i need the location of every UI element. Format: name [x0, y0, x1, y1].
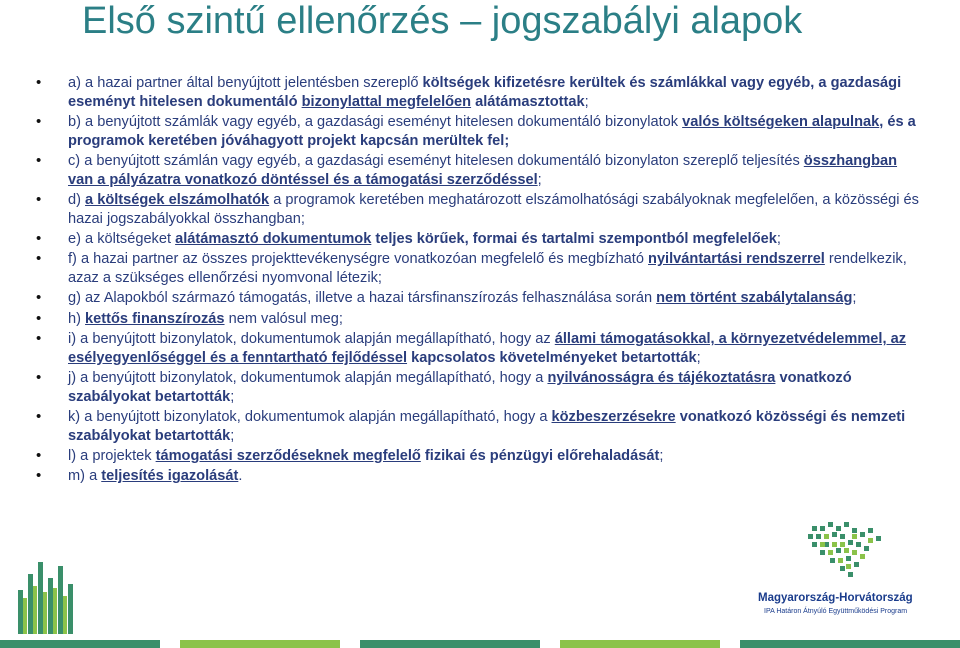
list-item-text: a költségek elszámolhatók	[85, 191, 270, 208]
logo-emblem-icon	[790, 518, 910, 590]
footer-color-bars	[0, 640, 960, 648]
list-item	[36, 310, 922, 329]
list-item-text: ;	[776, 230, 781, 247]
list-item-text: nem valósul meg;	[224, 310, 343, 327]
list-item-text: kettős finanszírozás	[85, 310, 225, 327]
list-item-text: fizikai és pénzügyi előrehaladását	[424, 448, 660, 465]
list-item-text: a programok keretében meghatározott elszámolhatósági szabályoknak megfelelően, a közösségi és hazai jogszabályokkal összhangban;	[68, 191, 919, 227]
list-item-text: közbeszerzésekre	[551, 409, 676, 426]
list-item-text: teljesítés igazolását	[101, 468, 239, 485]
list-item-text: ;	[584, 93, 589, 110]
list-item	[36, 408, 922, 445]
list-item-text: kapcsolatos követelményeket betartották	[411, 349, 697, 366]
list-item-text: teljes körűek, formai és tartalmi szempontból megfelelőek	[375, 230, 777, 247]
list-item-text: vonatkozó közösségi és nemzeti szabályokat betartották	[68, 409, 906, 444]
logo-subtitle: IPA Határon Átnyúló Együttműködési Program	[764, 608, 908, 615]
list-item	[36, 250, 922, 287]
list-item	[36, 447, 922, 466]
list-item-text: alátámasztó dokumentumok	[175, 230, 372, 247]
list-item	[36, 113, 922, 150]
list-item-text: d)	[68, 191, 86, 208]
page-title: Első szintű ellenőrzés – jogszabályi alapok	[82, 0, 803, 42]
list-item-text: vonatkozó szabályokat betartották	[68, 370, 852, 405]
list-item-text: nyilvánosságra és tájékoztatásra	[547, 370, 776, 387]
list-item-text: i) a benyújtott bizonylatok, dokumentumok alapján megállapítható, hogy az	[68, 331, 555, 348]
list-item-text: a) a hazai partner által benyújtott jelentésben szereplő	[68, 75, 423, 91]
list-item-text: állami támogatásokkal, a környezetvédelemmel, az esélyegyenlőséggel és a fenntartható fejlődéssel	[68, 331, 906, 366]
list-item-text: , és a programok keretében jóváhagyott projekt kapcsán merültek fel;	[68, 113, 916, 149]
list-item	[36, 289, 922, 308]
list-item-text: k) a benyújtott bizonylatok, dokumentumok alapján megállapítható, hogy a	[68, 409, 552, 426]
list-item-text: nyilvántartási rendszerrel	[648, 251, 825, 268]
list-item-text: rendelkezik, azaz a szükséges ellenőrzési nyomvonal létezik;	[68, 251, 907, 286]
list-item-text: f) a hazai partner az összes projekttevékenységre vonatkozóan megfelelő és megbízható	[68, 251, 649, 268]
list-item-text: m) a	[68, 468, 102, 485]
list-item-text: támogatási szerződéseknek megfelelő	[155, 448, 421, 465]
list-item-text: g) az Alapokból származó támogatás, illetve a hazai társfinanszírozás felhasználása során	[68, 290, 657, 307]
list-item-text: h)	[68, 310, 86, 327]
logo-title: Magyarország-Horvátország	[758, 592, 913, 604]
list-item	[36, 74, 922, 111]
list-item-text: b) a benyújtott számlák vagy egyéb, a gazdasági eseményt hitelesen dokumentáló bizonylatok	[68, 113, 683, 130]
list-item-text: ;	[537, 171, 542, 188]
list-item-text: ;	[852, 290, 857, 307]
list-item-text: összhangban van a pályázatra vonatkozó döntéssel és a támogatási szerződéssel	[68, 152, 898, 188]
list-item	[36, 191, 922, 228]
list-item	[36, 467, 922, 486]
list-item-text: ;	[230, 388, 235, 405]
list-item-text: valós költségeken alapulnak	[682, 113, 880, 130]
list-item-text: j) a benyújtott bizonylatok, dokumentumok alapján megállapítható, hogy a	[68, 370, 548, 387]
list-item-text: ;	[659, 448, 664, 465]
criteria-list	[36, 74, 922, 488]
list-item-text: bizonylattal megfelelően	[301, 93, 472, 110]
list-item	[36, 230, 922, 249]
decorative-plant-graphic	[12, 548, 152, 648]
list-item	[36, 330, 922, 367]
list-item-text: c) a benyújtott számlán vagy egyéb, a gazdasági eseményt hitelesen dokumentáló bizonylaton szereplő teljesítés	[68, 152, 804, 169]
list-item-text: ;	[230, 427, 235, 444]
list-item-text: ;	[696, 349, 701, 366]
program-logo	[736, 518, 960, 626]
list-item-text: .	[238, 468, 243, 485]
list-item-text: l) a projektek	[68, 448, 156, 465]
list-item-text: e) a költségeket	[68, 230, 176, 247]
list-item	[36, 369, 922, 406]
list-item-text: alátámasztottak	[475, 93, 585, 110]
list-item-text: költségek kifizetésre kerültek és számlákkal vagy egyéb, a gazdasági eseményt hitelesen dokumentáló	[68, 75, 902, 110]
list-item-text: nem történt szabálytalanság	[656, 290, 853, 307]
list-item	[36, 152, 922, 189]
